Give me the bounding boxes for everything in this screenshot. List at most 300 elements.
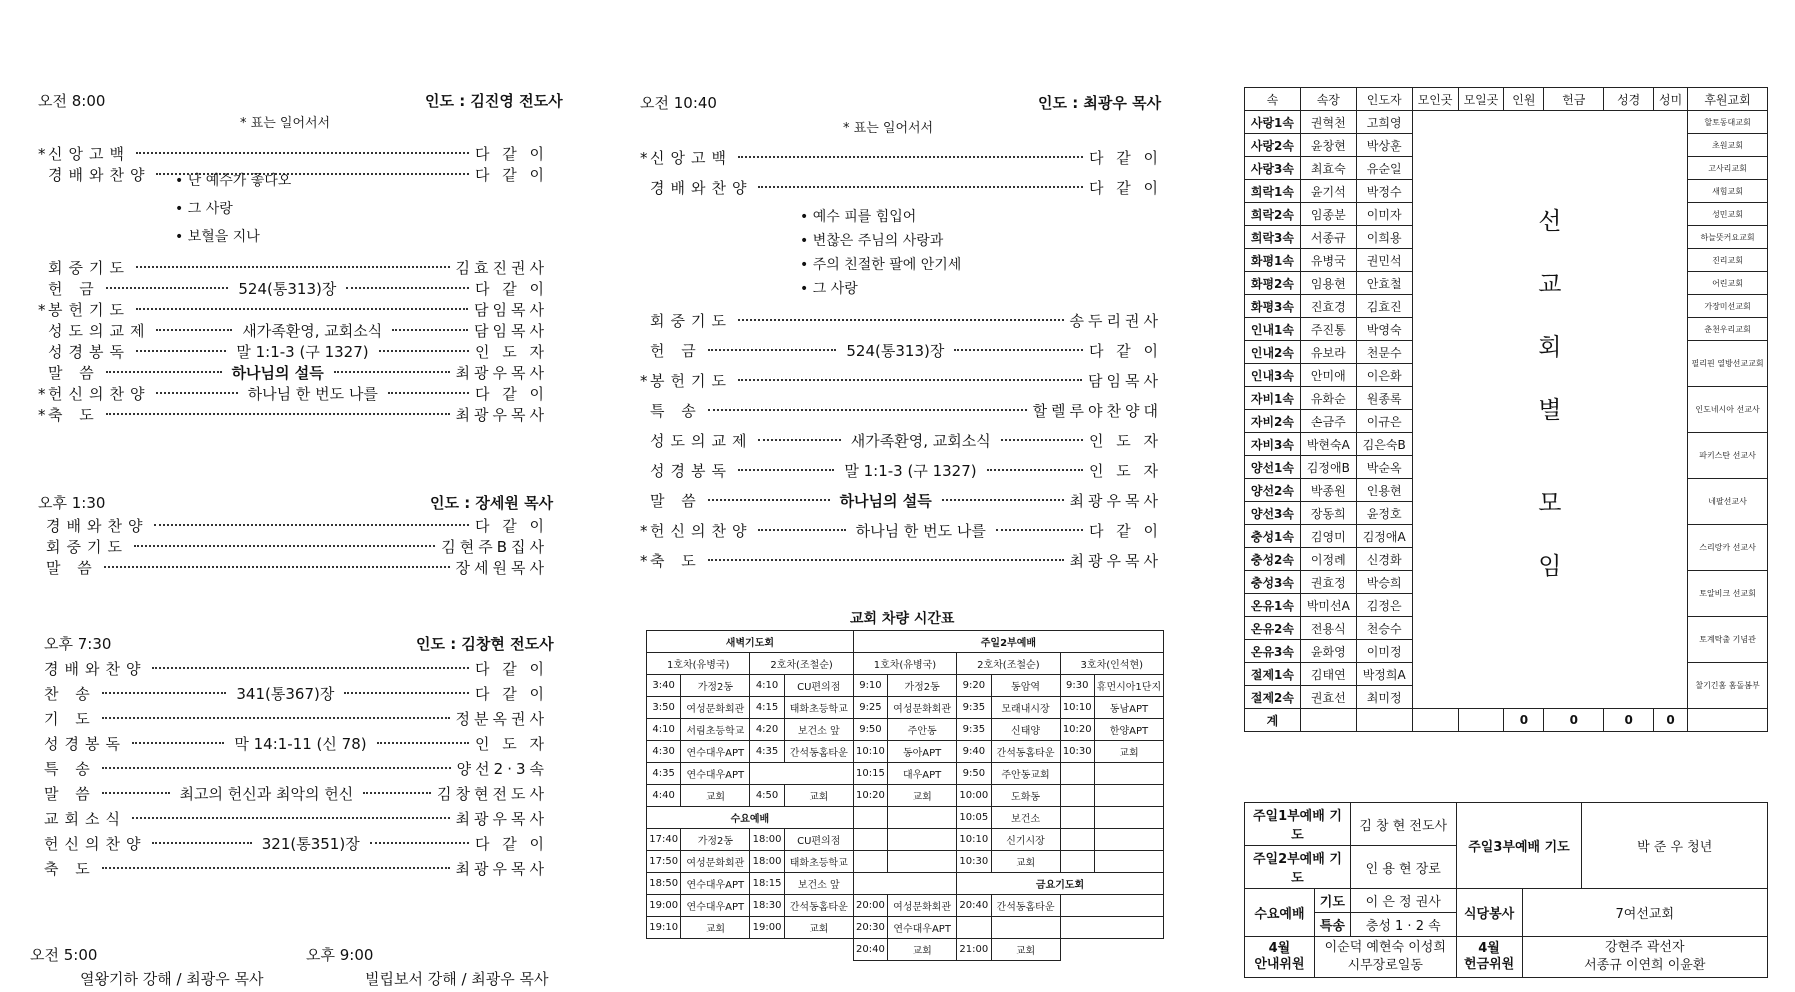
order-row [38,362,548,383]
group-guide: 박정희A [1356,663,1412,686]
order-label: 성경봉독 [44,735,126,753]
bus-cell [888,829,957,851]
group-col-header: 인도자 [1356,88,1412,111]
bus-cell: 9:25 [853,697,887,719]
leader-dots [954,349,1083,351]
group-guide: 김은숙B [1356,433,1412,456]
group-guide: 천승수 [1356,617,1412,640]
order-person: 담임목사 [474,322,548,340]
hymn-item: • 그 사랑 [175,198,291,218]
vertical-char: 임 [1538,552,1562,580]
duty-value: 김 창 현 전도사 [1350,803,1456,846]
service-time: 오전 10:40 [640,94,717,112]
group-guide: 이희용 [1356,226,1412,249]
bus-cell: 가정2동 [681,675,750,697]
order-person: 최광우목사 [1069,492,1162,510]
group-col-header: 속 [1245,88,1301,111]
leader-dots [363,792,431,794]
missionary-meeting-label [1412,111,1687,709]
lecture-desc: 열왕기하 강해 / 최광우 목사 [80,970,264,988]
bus-cell: 동남APT [1094,697,1163,719]
group-leader: 유화순 [1300,387,1356,410]
leader-dots [102,867,450,869]
leader-dots [377,742,469,744]
bus-cell: 도화동 [991,785,1060,807]
group-leader: 진효경 [1300,295,1356,318]
leader-dots [152,842,251,844]
order-person: 정분옥권사 [455,710,548,728]
leader-dots [987,469,1083,471]
bus-cell [1094,807,1163,829]
group-name: 사랑1속 [1245,111,1301,134]
order-row [640,460,1162,481]
group-guide: 박승희 [1356,571,1412,594]
leader-dots [708,349,837,351]
leader-dots [136,266,450,268]
leader-dots [996,529,1083,531]
bus-cell [1060,917,1163,939]
leader-dots [708,409,1027,411]
order-row [38,404,548,425]
supporting-church: 초원교회 [1688,134,1768,157]
bus-cell: 9:40 [957,741,991,763]
order-person: 인 도 자 [474,343,548,361]
leader-dots [738,156,1083,158]
bus-cell: 10:10 [957,829,991,851]
service-leader: 인도 : 최광우 목사 [1038,94,1162,112]
order-row [38,143,548,164]
leader-dots [392,329,468,331]
supporting-church: 성민교회 [1688,203,1768,226]
hymn-item: • 변찮은 주님의 사랑과 [800,232,961,250]
order-label: 말 씀 [48,364,100,382]
bus-cell: 여성문화회관 [888,697,957,719]
leader-dots [346,287,469,289]
service-leader: 인도 : 김창현 전도사 [416,635,554,653]
group-leader: 최효숙 [1300,157,1356,180]
group-guide: 이규은 [1356,410,1412,433]
bus-cell [853,851,887,873]
order-label: 봉헌기도 [48,301,130,319]
bus-cell [888,851,957,873]
order-label: 특 송 [44,760,96,778]
order-person: 다 같 이 [1088,179,1162,197]
leader-dots [102,767,451,769]
order-row [640,550,1162,571]
vertical-char: 교 [1538,270,1562,298]
total-value: 0 [1504,709,1544,732]
bus-cell: 18:15 [750,873,784,895]
order-detail: 341(통367)장 [236,685,335,703]
order-row [38,257,548,278]
group-name: 희락1속 [1245,180,1301,203]
bus-cell: 10:00 [957,785,991,807]
group-name: 절제2속 [1245,686,1301,709]
bus-cell: 주안동교회 [991,763,1060,785]
bus-cell: 교회 [681,917,750,939]
hymn-list [800,208,961,304]
supporting-church: 네팔선교사 [1688,479,1768,525]
order-label: 성도의교제 [650,432,753,450]
order-person: 최광우목사 [455,406,548,424]
vertical-char: 별 [1538,396,1562,424]
order-label: 헌신의찬양 [48,385,151,403]
group-leader: 장동희 [1300,502,1356,525]
bus-car-header: 1호차(유병국) [647,653,750,675]
order-row [38,341,548,362]
standing-mark: * [640,521,648,540]
group-leader: 이정례 [1300,548,1356,571]
bus-cell: 9:50 [957,763,991,785]
bus-cell: 태화초등학교 [784,697,853,719]
order-detail: 321(통351)장 [261,835,360,853]
bus-cell: 10:20 [1060,719,1094,741]
order-label: 회중기도 [46,538,128,556]
leader-dots [132,817,450,819]
group-guide: 김정애A [1356,525,1412,548]
order-person: 다 같 이 [1089,522,1163,540]
leader-dots [738,469,834,471]
order-person: 최광우목사 [455,810,548,828]
bus-cell: 서림초등학교 [681,719,750,741]
supporting-church: 가장미선교회 [1688,295,1768,318]
group-col-header: 모일곳 [1458,88,1504,111]
group-guide: 박상훈 [1356,134,1412,157]
order-person: 다 같 이 [474,685,548,703]
order-person: 할렐루야찬양대 [1032,402,1162,420]
bus-cell: CU편의점 [784,829,853,851]
group-leader: 유병국 [1300,249,1356,272]
order-row [640,490,1162,511]
bus-cell: 10:05 [957,807,991,829]
order-person: 김효진권사 [455,259,548,277]
service-time: 오후 7:30 [44,635,112,653]
group-leader: 임용현 [1300,272,1356,295]
order-person: 다 같 이 [474,145,548,163]
duty-value: 박 준 우 청년 [1582,803,1768,889]
bus-cell: 모래내시장 [991,697,1060,719]
supporting-church: 토알비크 선교회 [1688,571,1768,617]
duty-label: 수요예배 [1245,889,1315,937]
vertical-char: 모 [1538,489,1562,517]
bus-cell [1060,851,1094,873]
bus-cell: 가정2동 [681,829,750,851]
bus-cell: 연수대우APT [681,873,750,895]
leader-dots [388,392,469,394]
order-row [640,430,1162,451]
bus-cell: 신태양 [991,719,1060,741]
bus-section-header: 새벽기도회 [647,631,854,653]
bus-cell: 10:30 [957,851,991,873]
group-guide: 원종록 [1356,387,1412,410]
duty-label: 특송 [1314,913,1350,937]
bus-cell: 9:10 [853,675,887,697]
order-label: 성경봉독 [650,462,732,480]
leader-dots [106,287,229,289]
bus-cell [853,807,887,829]
bus-cell: 대우APT [888,763,957,785]
bus-cell [1060,829,1094,851]
order-person: 담임목사 [1088,372,1162,390]
order-label: 특 송 [650,402,702,420]
group-leader: 윤기석 [1300,180,1356,203]
bus-cell: 4:10 [750,675,784,697]
order-person: 최광우목사 [455,364,548,382]
group-col-header: 성미 [1654,88,1688,111]
duty-label: 4월 안내위원 [1245,937,1315,978]
leader-dots [152,667,469,669]
vertical-char: 회 [1538,333,1562,361]
group-guide: 김효진 [1356,295,1412,318]
order-label: 회중기도 [48,259,130,277]
hymn-item: • 난 예수가 좋다오 [175,170,291,190]
group-name: 온유2속 [1245,617,1301,640]
order-label: 말 씀 [46,559,98,577]
bus-cell [1094,763,1163,785]
vertical-char: 선 [1538,207,1562,235]
bus-cell: 가정2동 [888,675,957,697]
lecture-desc: 빌립보서 강해 / 최광우 목사 [365,970,549,988]
order-row [640,310,1162,331]
group-name: 충성2속 [1245,548,1301,571]
duty-label: 4월 헌금위원 [1456,937,1522,978]
bus-cell [853,829,887,851]
order-row [38,383,548,404]
total-label: 계 [1245,709,1301,732]
leader-dots [134,545,435,547]
duty-value [1314,937,1456,978]
group-name: 양선3속 [1245,502,1301,525]
leader-dots [379,350,469,352]
order-detail: 최고의 헌신과 최악의 헌신 [179,785,354,803]
bus-section-header: 수요예배 [647,807,854,829]
order-detail: 새가족환영, 교회소식 [242,322,383,340]
order-row [44,758,548,779]
bus-cell [1060,763,1094,785]
group-guide: 박정수 [1356,180,1412,203]
order-person: 다 같 이 [474,517,548,535]
group-name: 사랑2속 [1245,134,1301,157]
supporting-church: 찰기긴홈 홈돌봄부 [1688,663,1768,709]
duty-label: 주일2부예배 기도 [1245,846,1351,889]
order-person: 다 같 이 [474,660,548,678]
bus-cell [1060,807,1094,829]
group-leader: 김정애B [1300,456,1356,479]
group-leader: 서종규 [1300,226,1356,249]
bus-cell: 4:35 [647,763,681,785]
supporting-church: 스리랑카 선교사 [1688,525,1768,571]
bus-cell: 9:35 [957,719,991,741]
group-leader: 유보라 [1300,341,1356,364]
group-leader: 윤화영 [1300,640,1356,663]
group-leader: 임종분 [1300,203,1356,226]
duty-value [1522,937,1767,978]
group-guide: 박영숙 [1356,318,1412,341]
order-person: 인 도 자 [1088,462,1162,480]
order-row [44,783,548,804]
duty-label: 기도 [1314,889,1350,913]
bus-cell: 여성문화회관 [888,895,957,917]
duty-label: 식당봉사 [1456,889,1522,937]
bus-cell [853,873,956,895]
hymn-item: • 보혈을 지나 [175,226,291,246]
order-detail: 막 14:1-11 (신 78) [234,735,367,753]
group-leader: 박종원 [1300,479,1356,502]
standing-mark: * [640,551,648,570]
group-name: 양선1속 [1245,456,1301,479]
order-label: 말 씀 [44,785,96,803]
leader-dots [738,319,1064,321]
group-guide: 이미정 [1356,640,1412,663]
order-row [46,557,548,578]
offering-names: 강현주 곽선자 [1605,940,1685,955]
total-value: 0 [1544,709,1604,732]
bus-cell: 4:15 [750,697,784,719]
leader-dots [104,566,450,568]
group-name: 온유3속 [1245,640,1301,663]
bus-cell: 9:20 [957,675,991,697]
order-row [44,733,548,754]
group-guide: 이은화 [1356,364,1412,387]
order-row [44,708,548,729]
bus-cell: 4:30 [647,741,681,763]
standing-mark: * [640,148,648,167]
duty-value: 인 용 현 장로 [1350,846,1456,889]
leader-dots [136,152,469,154]
bus-cell: 18:00 [750,851,784,873]
order-person: 김창현전도사 [437,785,548,803]
supporting-church: 어린교회 [1688,272,1768,295]
group-col-header: 후원교회 [1688,88,1768,111]
bus-cell: 4:10 [647,719,681,741]
bus-schedule-table [646,630,1164,961]
bus-cell [1094,829,1163,851]
group-name: 인내2속 [1245,341,1301,364]
order-person: 최광우목사 [455,860,548,878]
bus-car-header: 3호차(인석현) [1060,653,1163,675]
order-row [640,520,1162,541]
group-leader: 권혁천 [1300,111,1356,134]
supporting-church: 인도네시아 선교사 [1688,387,1768,433]
group-leader: 김태연 [1300,663,1356,686]
bus-cell: 교회 [1094,741,1163,763]
order-person: 인 도 자 [474,735,548,753]
bus-cell [957,917,991,939]
leader-dots [156,329,232,331]
group-guide: 김정은 [1356,594,1412,617]
group-leader: 박현숙A [1300,433,1356,456]
group-name: 희락3속 [1245,226,1301,249]
leader-dots [758,439,840,441]
group-name: 화평3속 [1245,295,1301,318]
bus-cell: 여성문화회관 [681,697,750,719]
group-leader: 안미애 [1300,364,1356,387]
bus-cell: 19:00 [750,917,784,939]
bus-cell: 18:00 [750,829,784,851]
order-person: 다 같 이 [1088,149,1162,167]
duty-label: 주일3부예배 기도 [1456,803,1582,889]
leader-dots [758,529,845,531]
group-leader: 윤창현 [1300,134,1356,157]
bus-car-header: 1호차(유병국) [853,653,956,675]
service-time: 오전 8:00 [38,92,106,110]
bus-cell: 연수대우APT [888,917,957,939]
order-row [38,320,548,341]
order-person: 장세원목사 [455,559,548,577]
leader-dots [102,792,170,794]
group-guide: 천문수 [1356,341,1412,364]
supporting-church: 춘천우리교회 [1688,318,1768,341]
order-label: 축 도 [44,860,96,878]
bus-cell: 20:30 [853,917,887,939]
order-label: 회중기도 [650,312,732,330]
standing-note: * 표는 일어서서 [843,121,934,136]
hymn-item: • 예수 피를 힘입어 [800,208,961,226]
bus-cell: 10:10 [1060,697,1094,719]
order-detail: 하나님 한 번도 나를 [855,522,986,540]
bus-cell [1094,785,1163,807]
bus-cell: 한양APT [1094,719,1163,741]
prayer-duty-table [1244,802,1768,978]
bus-cell [1060,785,1094,807]
total-value: 0 [1604,709,1654,732]
bus-cell: 4:50 [750,785,784,807]
bus-cell: 연수대우APT [681,741,750,763]
supporting-church: 할토동대교회 [1688,111,1768,134]
bus-section-header: 주일2부예배 [853,631,1163,653]
group-guide: 유순일 [1356,157,1412,180]
order-row [640,370,1162,391]
bus-cell: 교회 [784,785,853,807]
order-detail: 524(통313)장 [846,342,945,360]
bus-cell: 9:50 [853,719,887,741]
order-person: 다 같 이 [475,835,549,853]
service-leader: 인도 : 김진영 전도사 [425,92,563,110]
duty-value: 이 은 정 권사 [1350,889,1456,913]
order-label: 경배와찬양 [44,660,147,678]
order-detail: 하나님 한 번도 나를 [247,385,378,403]
bus-cell: 17:40 [647,829,681,851]
bus-cell: 10:20 [853,785,887,807]
bus-cell: 간석동홈타운 [784,895,853,917]
lecture-time: 오후 9:00 [306,946,374,964]
bus-cell: 20:40 [957,895,991,917]
total-empty [1458,709,1504,732]
group-leader: 주진통 [1300,318,1356,341]
group-leader: 박미선A [1300,594,1356,617]
standing-mark: * [38,300,46,319]
duty-value: 7여선교회 [1522,889,1767,937]
order-detail: 말 1:1-3 (구 1327) [236,343,369,361]
supporting-church: 토계탁출 기념관 [1688,617,1768,663]
order-row [640,340,1162,361]
group-meeting-table [1244,87,1768,732]
order-detail: 하나님의 설득 [839,492,932,510]
leader-dots [758,186,1083,188]
bus-car-header: 2호차(조철순) [750,653,853,675]
group-guide: 최미정 [1356,686,1412,709]
leader-dots [738,379,1082,381]
order-person: 다 같 이 [474,166,548,184]
order-person: 송두리권사 [1069,312,1162,330]
standing-mark: * [38,144,46,163]
order-row [44,683,548,704]
bus-cell: 21:00 [957,939,991,961]
supporting-church: 새힘교회 [1688,180,1768,203]
bus-cell: 18:50 [647,873,681,895]
group-col-header: 인원 [1504,88,1544,111]
bus-cell: 태화초등학교 [784,851,853,873]
